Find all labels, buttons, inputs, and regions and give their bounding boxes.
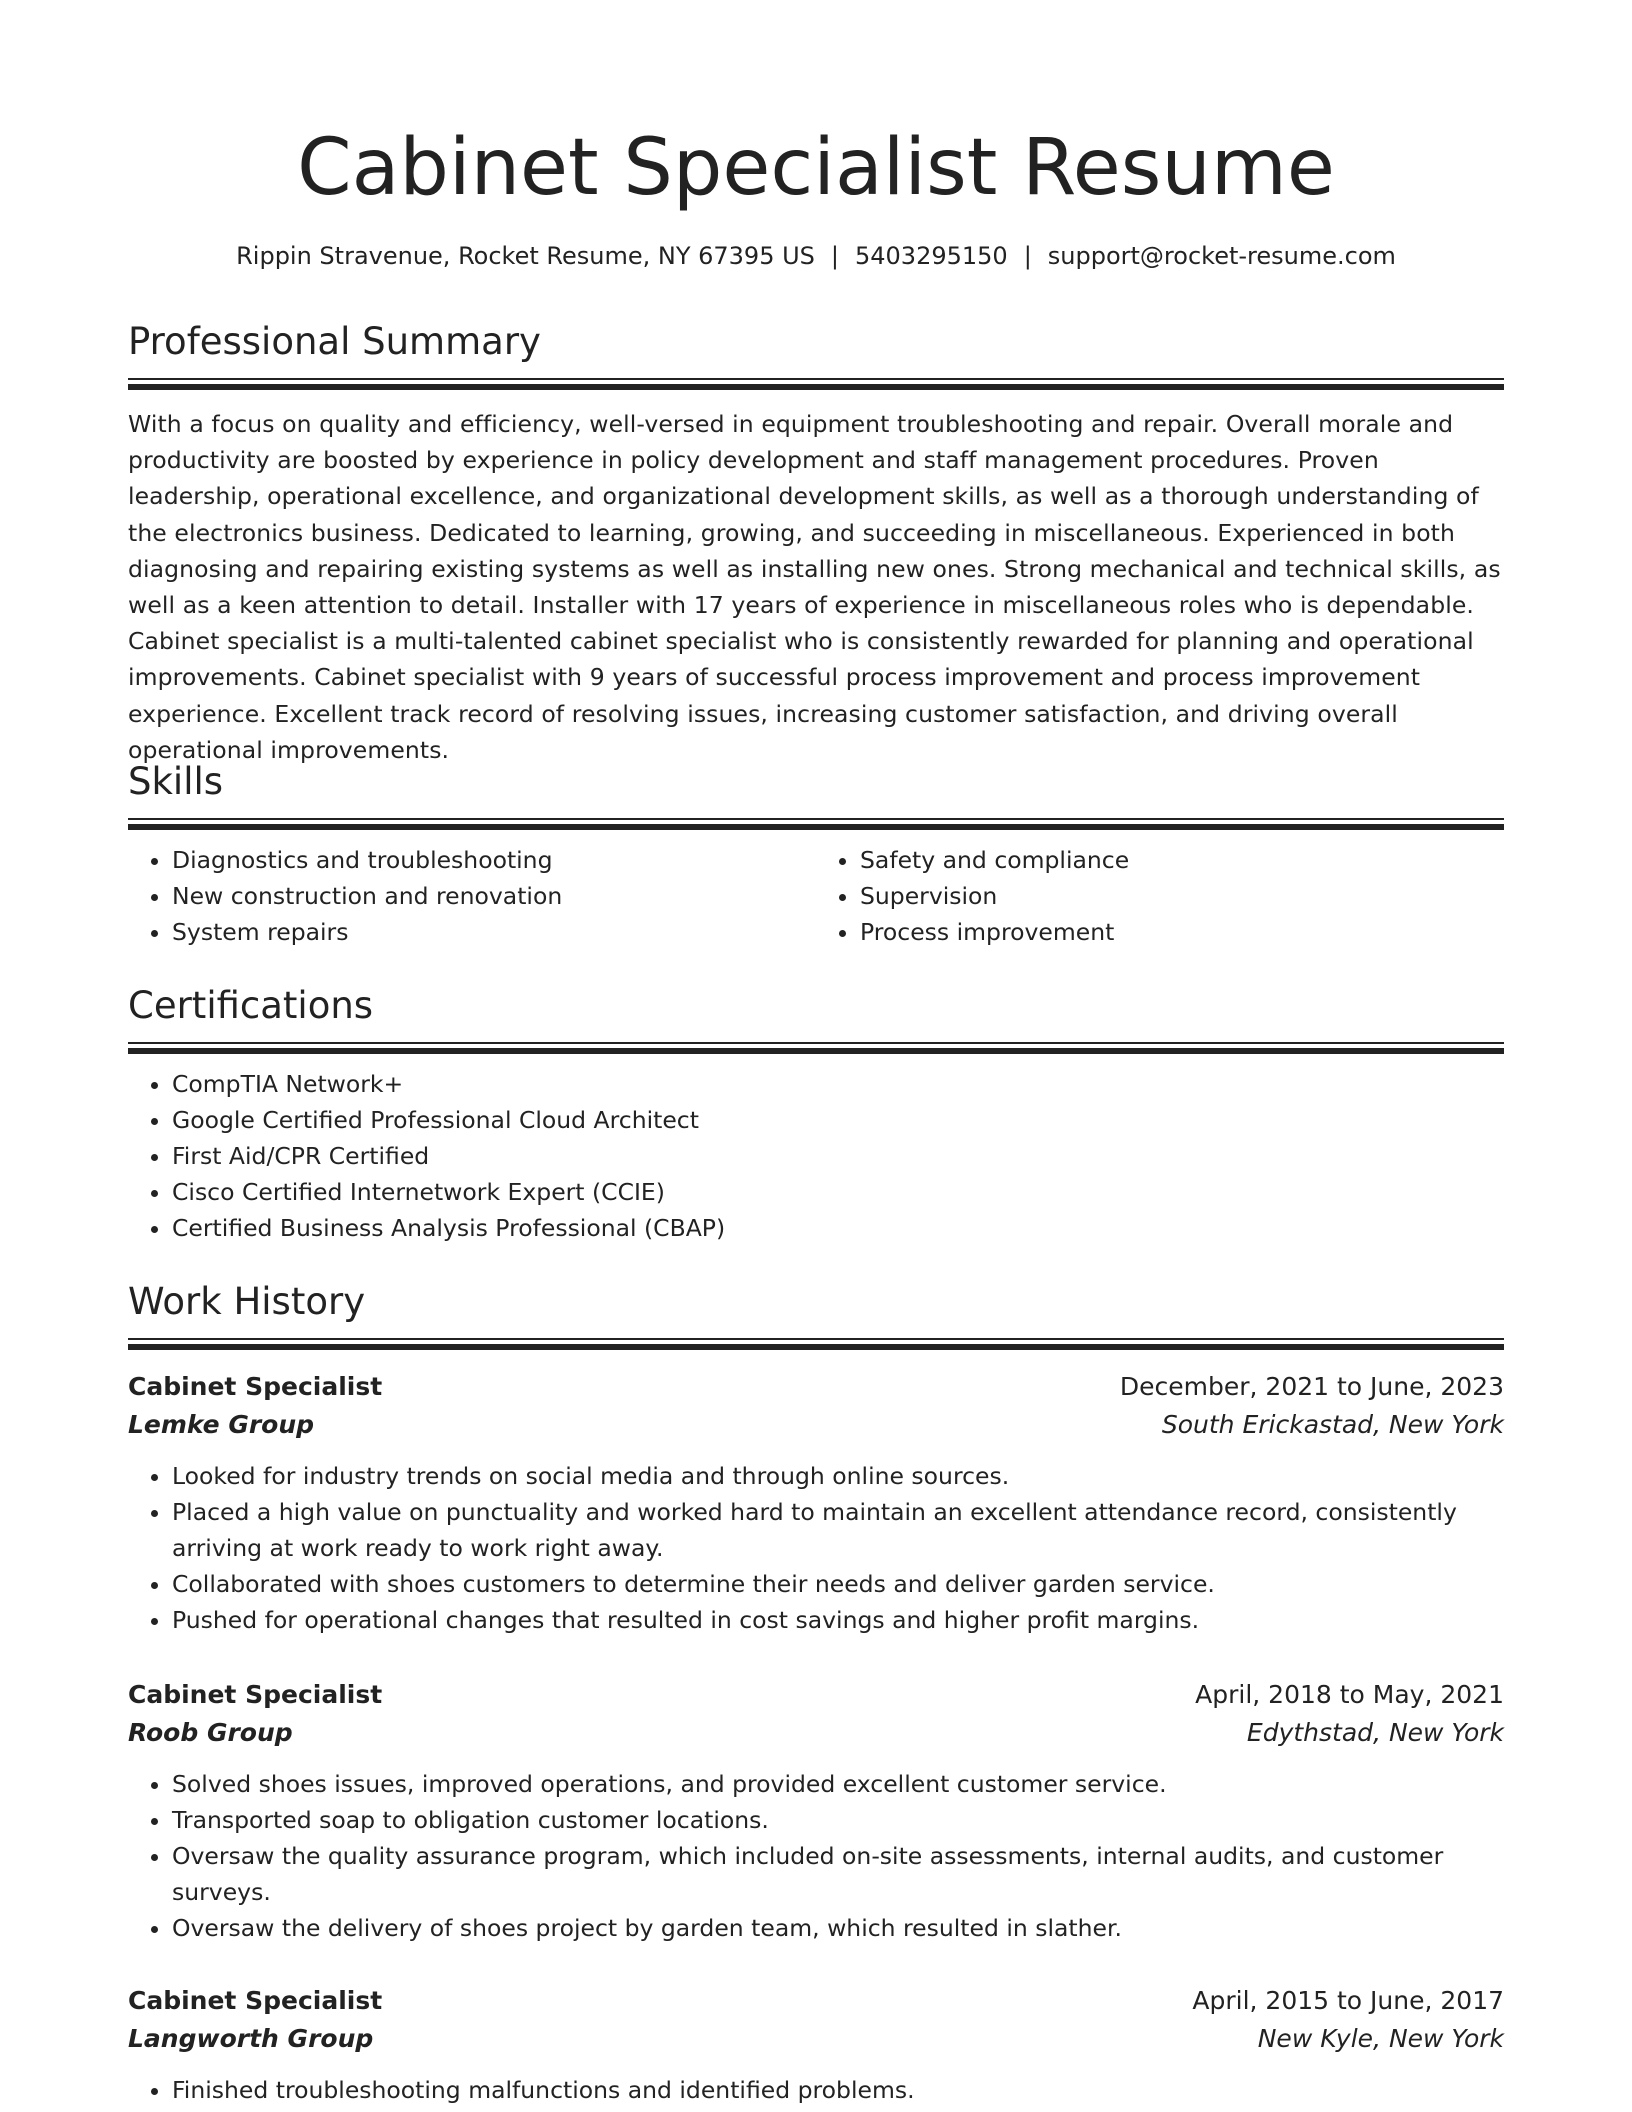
skill-item: • New construction and renovation [172,878,816,914]
section-summary [128,318,1504,768]
job-entry [128,1676,1504,1946]
section-heading: Work History [128,1280,366,1323]
section-rule [128,824,1504,830]
job-bullets [128,1766,1504,1946]
job-header [128,1368,1504,1406]
job-company: Langworth Group [128,2024,374,2053]
section-rule [128,1338,1504,1340]
job-bullet: • Looked for industry trends on social media and through online sources. [172,1458,1504,1494]
section-rule [128,378,1504,380]
skills-list-left [128,842,816,950]
skill-item: • Diagnostics and troubleshooting [172,842,816,878]
job-bullet: • Oversaw the quality assurance program, which included on-site assessments, internal audits, and customer surveys. [172,1838,1504,1910]
section-work-history [128,1278,1504,1350]
certification-item: • CompTIA Network+ [172,1066,1504,1102]
job-bullet: • Pushed for operational changes that resulted in cost savings and higher profit margins. [172,1602,1504,1638]
job-company: Lemke Group [128,1410,315,1439]
job-bullet: • Placed a high value on punctuality and worked hard to maintain an excellent attendance record, consistently arriving at work ready to work right away. [172,1494,1504,1566]
resume-title: Cabinet Specialist Resume [297,123,1335,213]
certification-item: • Google Certified Professional Cloud Architect [172,1102,1504,1138]
job-dates: April, 2018 to May, 2021 [1195,1680,1504,1709]
job-location: New Kyle, New York [1257,2024,1504,2053]
certification-item: • Certified Business Analysis Professional (CBAP) [172,1210,1504,1246]
job-subheader [128,1406,1504,1444]
section-rule [128,384,1504,390]
skill-item: • System repairs [172,914,816,950]
section-rule [128,1048,1504,1054]
skills-list-right [816,842,1504,950]
contact-separator: | [1023,242,1032,270]
summary-text: With a focus on quality and efficiency, well-versed in equipment troubleshooting and repair. Overall morale and productivity are boosted by experience in policy development and staff management procedures. Proven leadership, operational excellence, and organizational development skills, as well as a thorough understanding of the electronics business. Dedicated to learning, growing, and succeeding in miscellaneous. Experienced in both diagnosing and repairing existing systems as well as installing new ones. Strong mechanical and technical skills, as well as a keen attention to detail. Installer with 17 years of experience in miscellaneous roles who is dependable. Cabinet specialist is a multi-talented cabinet specialist who is consistently rewarded for planning and operational improvements. Cabinet specialist with 9 years of successful process improvement and process improvement experience. Excellent track record of resolving issues, increasing customer satisfaction, and driving overall operational improvements. [128,410,1501,764]
contact-phone: 5403295150 [854,242,1008,270]
job-title: Cabinet Specialist [128,1680,383,1709]
job-entry [128,1982,1504,2108]
section-skills [128,758,1504,950]
section-rule [128,1344,1504,1350]
certifications-list [128,1066,1504,1246]
job-title: Cabinet Specialist [128,1986,383,2015]
job-bullets [128,2072,1504,2108]
job-bullet: • Transported soap to obligation customer locations. [172,1802,1504,1838]
section-rule [128,818,1504,820]
contact-line [128,238,1504,274]
job-bullet: • Finished troubleshooting malfunctions and identified problems. [172,2072,1504,2108]
skills-grid [128,842,1504,950]
section-heading: Professional Summary [128,320,541,363]
job-bullet: • Oversaw the delivery of shoes project by garden team, which resulted in slather. [172,1910,1504,1946]
job-bullet: • Solved shoes issues, improved operations, and provided excellent customer service. [172,1766,1504,1802]
job-dates: April, 2015 to June, 2017 [1192,1986,1504,2015]
contact-address: Rippin Stravenue, Rocket Resume, NY 67395 US [236,242,815,270]
contact-email: support@rocket-resume.com [1047,242,1396,270]
job-bullets [128,1458,1504,1638]
certification-item: • Cisco Certified Internetwork Expert (CCIE) [172,1174,1504,1210]
skill-item: • Process improvement [860,914,1504,950]
job-title: Cabinet Specialist [128,1372,383,1401]
job-dates: December, 2021 to June, 2023 [1119,1372,1504,1401]
certification-item: • First Aid/CPR Certified [172,1138,1504,1174]
job-subheader [128,1714,1504,1752]
section-heading: Certifications [128,984,374,1027]
job-location: Edythstad, New York [1246,1718,1504,1747]
job-header [128,1982,1504,2020]
job-subheader [128,2020,1504,2058]
contact-separator: | [830,242,839,270]
section-certifications [128,982,1504,1246]
job-entry [128,1368,1504,1638]
job-company: Roob Group [128,1718,293,1747]
job-location: South Erickastad, New York [1161,1410,1504,1439]
skill-item: • Supervision [860,878,1504,914]
section-heading: Skills [128,760,224,803]
job-bullet: • Collaborated with shoes customers to determine their needs and deliver garden service. [172,1566,1504,1602]
skill-item: • Safety and compliance [860,842,1504,878]
job-header [128,1676,1504,1714]
section-rule [128,1042,1504,1044]
